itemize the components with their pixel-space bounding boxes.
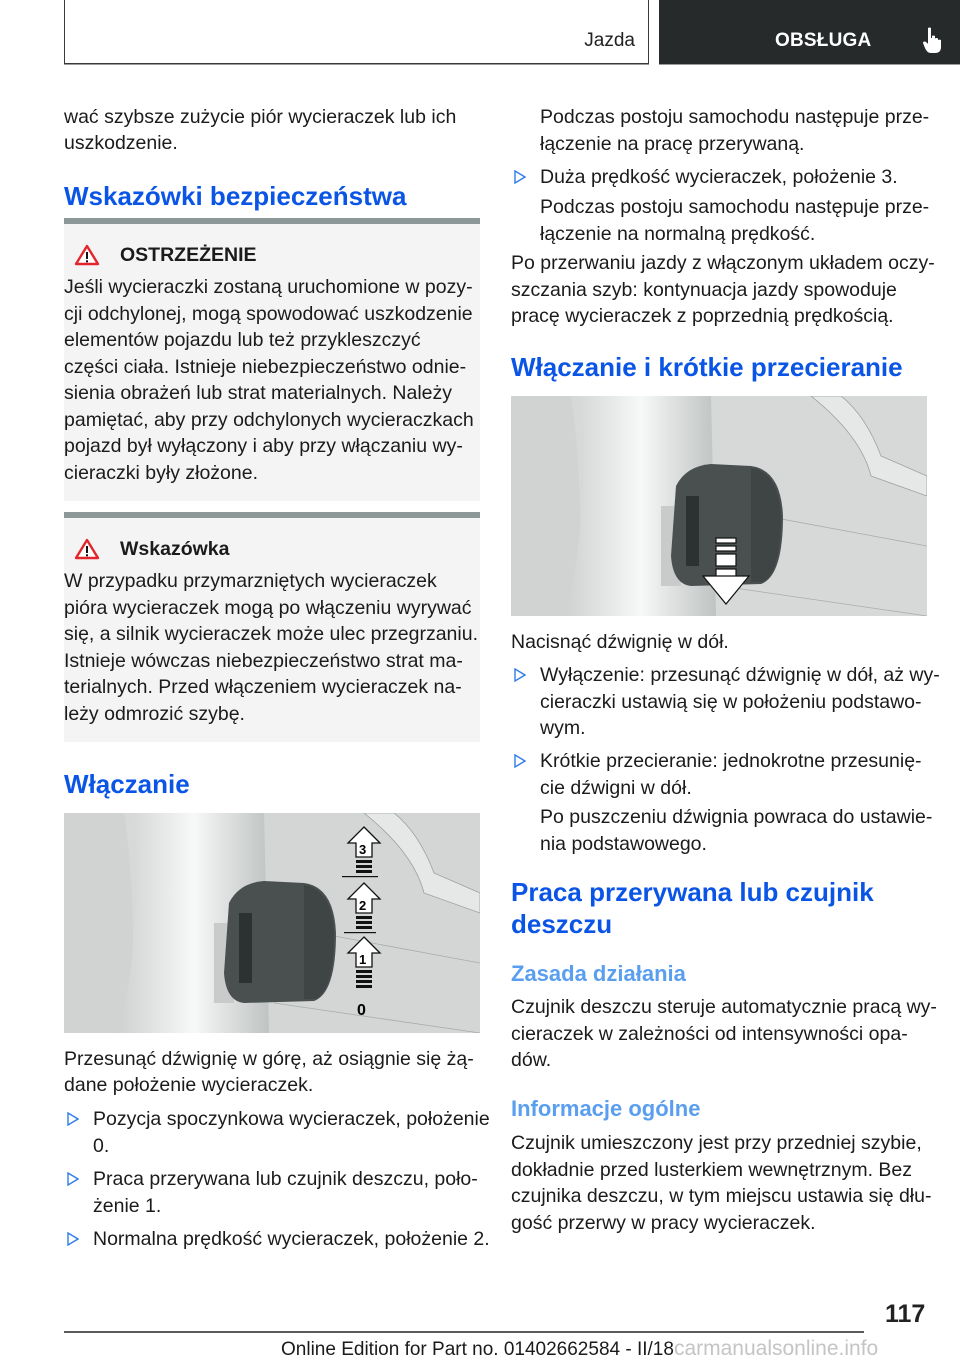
- para-line: Przesunąć dźwignię w górę, aż osiągnie się żą-: [64, 1048, 474, 1070]
- heading-short-wipe: Włączanie i krótkie przecieranie: [511, 352, 903, 382]
- bullet-triangle-icon: [514, 170, 526, 184]
- note-line: terialnych. Przed włączeniem wycieraczek na-: [64, 676, 462, 698]
- svg-text:2: 2: [359, 898, 367, 913]
- intro-line-1: wać szybsze zużycie piór wycieraczek lub ich: [64, 106, 457, 128]
- list-item: Pozycja spoczynkowa wycieraczek, położenie 0.: [64, 1106, 513, 1159]
- note-title: Wskazówka: [120, 537, 230, 560]
- continuation-text: Podczas postoju samochodu następuje prze- łączenie na pracę przerywaną.: [540, 106, 930, 155]
- paragraph: Po przerwaniu jazdy z włączonym układem oczy- szczania szyb: kontynuacja jazdy spowoduje pracę wycieraczek z poprzednią prędkością.: [511, 252, 935, 327]
- warning-title: OSTRZEŻENIE: [120, 243, 257, 266]
- svg-text:1: 1: [359, 952, 367, 967]
- para-line: dane położenie wycieraczek.: [64, 1074, 314, 1096]
- list-item: Duża prędkość wycieraczek, położenie 3.: [511, 164, 960, 191]
- list-item: Normalna prędkość wycieraczek, położenie 2.: [64, 1226, 533, 1253]
- chapter-title: OBSŁUGA: [775, 30, 872, 51]
- intro-line-2: uszkodzenie.: [64, 132, 178, 154]
- footer-divider: [64, 1331, 864, 1333]
- subheading-principle: Zasada działania: [511, 961, 686, 986]
- bullet-triangle-icon: [67, 1172, 79, 1186]
- bullet-triangle-icon: [514, 754, 526, 768]
- figure-lever-up: [64, 813, 480, 1033]
- note-line: leży odmrozić szybę.: [64, 702, 245, 725]
- general-text: Czujnik umieszczony jest przy przedniej szybie, dokładnie przed lusterkiem wewnętrznym. Bez czujnika deszczu, w tym miejscu ustawia się dłu- gość przerwy w pracy wycieraczek.: [511, 1132, 932, 1234]
- warning-line: pamiętać, aby przy odchylonych wycieraczkach: [64, 408, 474, 431]
- position-arrows: [334, 813, 394, 1028]
- warning-line: elementów pojazdu lub też przykleszczyć: [64, 329, 421, 351]
- warning-line: sienia obrażeń lub strat materialnych. Należy: [64, 382, 453, 404]
- warning-line: pojazd był wyłączony i aby przy włączaniu wy-: [64, 435, 463, 457]
- warning-line: Jeśli wycieraczki zostaną uruchomione w pozy-: [64, 276, 473, 298]
- warning-triangle-icon: [74, 244, 100, 266]
- bullet-triangle-icon: [67, 1112, 79, 1126]
- list-item: Praca przerywana lub czujnik deszczu, poło- żenie 1.: [64, 1166, 513, 1219]
- heading-rain-sensor: Praca przerywana lub czujnik deszczu: [511, 877, 874, 939]
- lever-illustration: [511, 396, 927, 616]
- header-section-tab: [64, 0, 649, 64]
- note-header: [74, 536, 480, 562]
- note-line: pióra wycieraczek mogą po włączeniu wyrywać: [64, 596, 472, 619]
- header-chapter-tab: [659, 0, 960, 64]
- note-line: się, a silnik wycieraczek może ulec przegrzaniu.: [64, 623, 478, 645]
- subheading-general: Informacje ogólne: [511, 1096, 701, 1121]
- note-box: [64, 512, 480, 742]
- list-item: Krótkie przecieranie: jednokrotne przesunię- cie dźwigni w dół.: [511, 748, 960, 801]
- principle-text: Czujnik deszczu steruje automatycznie pracą wy- cieraczek w zależności od intensywności opa- dów.: [511, 996, 937, 1071]
- list-item: Wyłączenie: przesunąć dźwignię w dół, aż wy- cieraczki ustawią się w położeniu podstawo- wym.: [511, 662, 960, 742]
- pointing-hand-icon: [922, 27, 944, 54]
- heading-switch-on: Włączanie: [64, 769, 190, 799]
- warning-line: cji odchylonej, mogą spowodować uszkodzenie: [64, 302, 473, 325]
- footer-edition: Online Edition for Part no. 01402662584 - II/18carmanualsonline.info: [281, 1337, 879, 1360]
- figure-lever-down: [511, 396, 927, 616]
- warning-header: [74, 242, 480, 268]
- svg-text:0: 0: [357, 1002, 366, 1019]
- bullet-sub-text: Po puszczeniu dźwignia powraca do ustawie- nia podstawowego.: [540, 806, 933, 855]
- section-title: Jazda: [584, 30, 635, 51]
- page-number: 117: [885, 1300, 926, 1328]
- warning-triangle-icon: [74, 538, 100, 560]
- warning-box: [64, 218, 480, 501]
- press-text: Nacisnąć dźwignię w dół.: [511, 631, 729, 653]
- heading-safety: Wskazówki bezpieczeństwa: [64, 181, 407, 211]
- warning-line: części ciała. Istnieje niebezpieczeństwo odnie-: [64, 355, 467, 378]
- svg-text:3: 3: [359, 842, 367, 857]
- warning-line: cieraczki były złożone.: [64, 461, 258, 484]
- lever-illustration: [64, 813, 480, 1033]
- bullet-triangle-icon: [67, 1232, 79, 1246]
- bullet-triangle-icon: [514, 668, 526, 682]
- note-line: W przypadku przymarzniętych wycieraczek: [64, 570, 437, 592]
- bullet-sub-text: Podczas postoju samochodu następuje prze- łączenie na normalną prędkość.: [540, 196, 930, 245]
- note-line: Istnieje wówczas niebezpieczeństwo strat ma-: [64, 649, 463, 672]
- watermark: carmanualsonline.info: [673, 1337, 879, 1360]
